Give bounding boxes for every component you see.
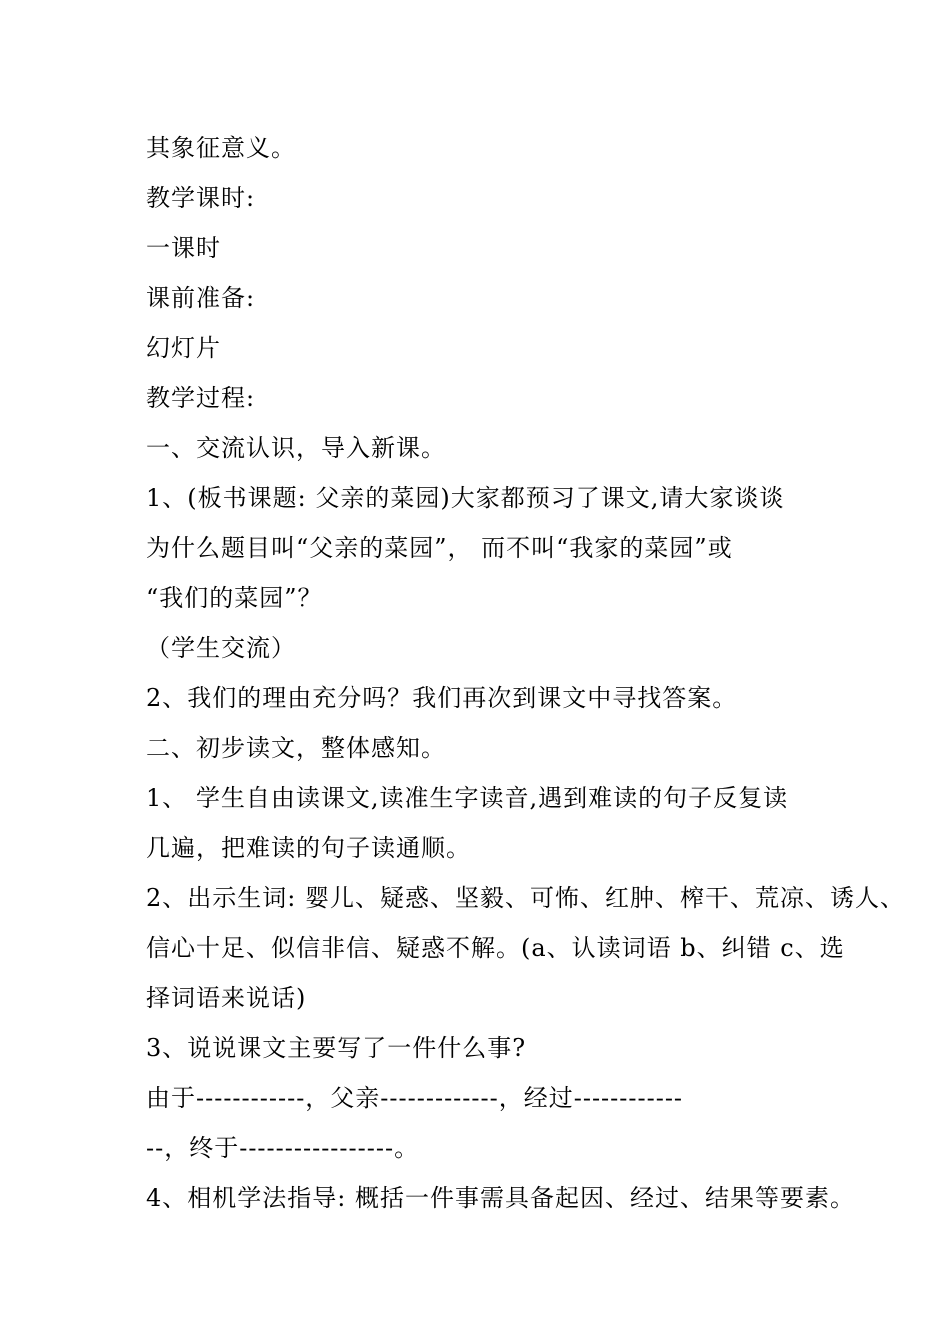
text-line: 一课时	[146, 234, 221, 262]
text-line: 其象征意义。	[146, 134, 296, 162]
text-line: 2、出示生词: 婴儿、疑惑、坚毅、可怖、红肿、榨干、荒凉、诱人、	[146, 884, 905, 912]
text-line: 信心十足、似信非信、疑惑不解。(a、认读词语 b、纠错 c、选	[146, 934, 845, 962]
text-line: “我们的菜园”？	[146, 584, 323, 612]
section-heading: 一、交流认识，导入新课。	[146, 434, 446, 462]
text-line: （学生交流）	[146, 634, 296, 662]
text-line: --，终于-----------------。	[146, 1134, 420, 1162]
text-line: 1、(板书课题: 父亲的菜园)大家都预习了课文,请大家谈谈	[146, 484, 785, 512]
text-line: 择词语来说话)	[146, 984, 307, 1012]
text-line: 由于------------，父亲-------------，经过------------	[146, 1084, 684, 1112]
text-line: 为什么题目叫“父亲的菜园”， 而不叫“我家的菜园”或	[146, 534, 733, 562]
text-line: 几遍，把难读的句子读通顺。	[146, 834, 471, 862]
text-line: 课前准备:	[146, 284, 256, 312]
text-line: 2、我们的理由充分吗？我们再次到课文中寻找答案。	[146, 684, 738, 712]
section-heading: 二、初步读文，整体感知。	[146, 734, 446, 762]
text-line: 幻灯片	[146, 334, 221, 362]
text-line: 3、说说课文主要写了一件什么事?	[146, 1034, 527, 1062]
text-line: 1、 学生自由读课文,读准生字读音,遇到难读的句子反复读	[146, 784, 789, 812]
text-line: 教学过程:	[146, 384, 256, 412]
text-line: 教学课时:	[146, 184, 256, 212]
text-line: 4、相机学法指导: 概括一件事需具备起因、经过、结果等要素。	[146, 1184, 855, 1212]
